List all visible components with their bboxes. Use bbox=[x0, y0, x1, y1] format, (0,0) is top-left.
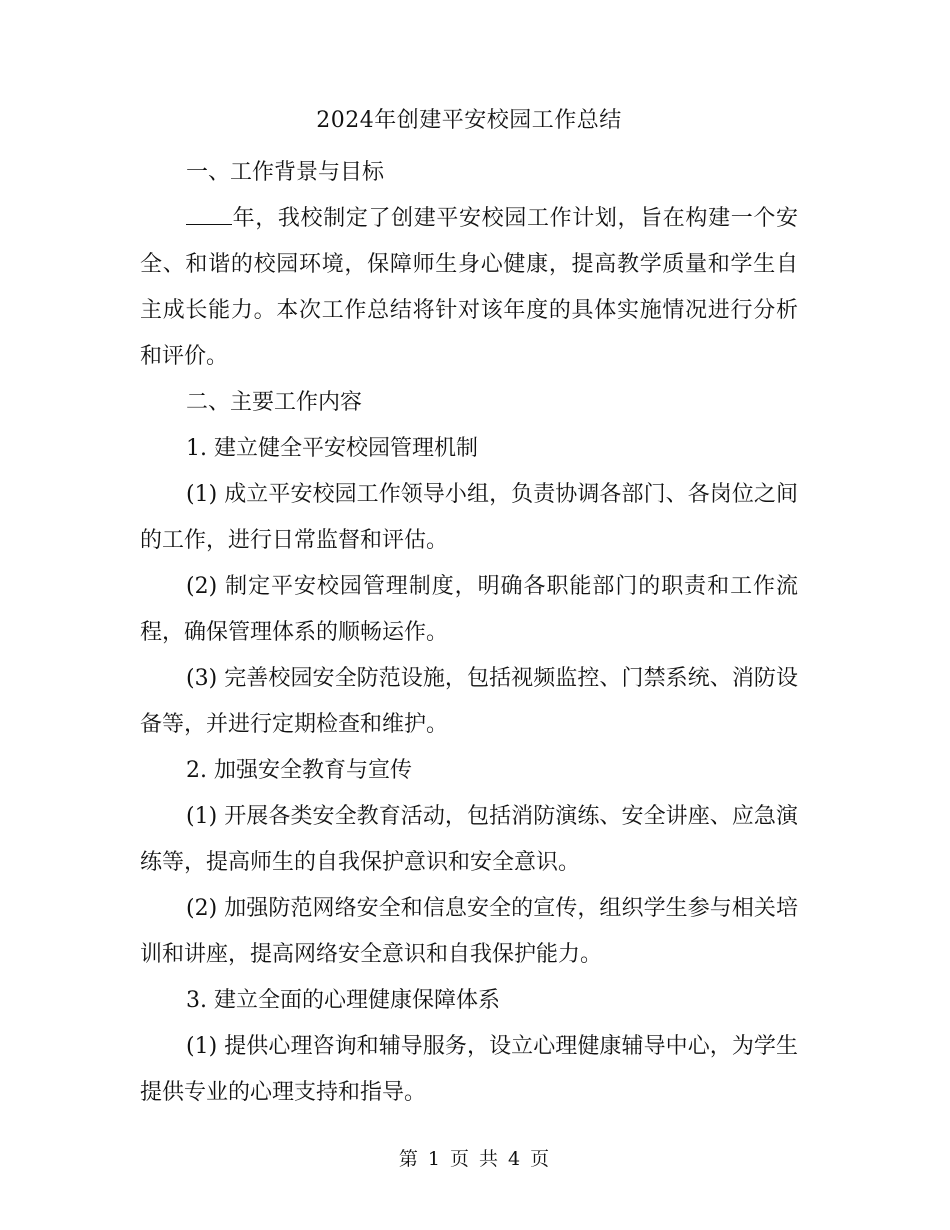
paragraph-item-1-3: (3) 完善校园安全防范设施，包括视频监控、门禁系统、消防设备等，并进行定期检查和维护。 bbox=[140, 666, 798, 737]
section-heading-2: 二、主要工作内容 bbox=[186, 390, 363, 415]
document-title: 2024年创建平安校园工作总结 bbox=[316, 108, 622, 133]
subheading-1: 1. 建立健全平安校园管理机制 bbox=[186, 436, 478, 461]
subheading-3: 3. 建立全面的心理健康保障体系 bbox=[186, 988, 500, 1013]
year-blank-underline bbox=[186, 206, 232, 225]
subheading-2: 2. 加强安全教育与宣传 bbox=[186, 758, 412, 783]
paragraph-item-3-1: (1) 提供心理咨询和辅导服务，设立心理健康辅导中心，为学生提供专业的心理支持和指导。 bbox=[140, 1034, 798, 1105]
page-footer: 第 1 页 共 4 页 bbox=[398, 1148, 552, 1170]
paragraph-item-1-2: (2) 制定平安校园管理制度，明确各职能部门的职责和工作流程，确保管理体系的顺畅运作。 bbox=[140, 574, 798, 645]
paragraph-background bbox=[140, 196, 798, 380]
paragraph-background-text: 年，我校制定了创建平安校园工作计划，旨在构建一个安全、和谐的校园环境，保障师生身心健康，提高教学质量和学生自主成长能力。本次工作总结将针对该年度的具体实施情况进行分析和评价。 bbox=[140, 206, 798, 369]
paragraph-item-2-2: (2) 加强防范网络安全和信息安全的宣传，组织学生参与相关培训和讲座，提高网络安全意识和自我保护能力。 bbox=[140, 896, 798, 967]
section-heading-1: 一、工作背景与目标 bbox=[186, 160, 385, 185]
paragraph-item-1-1: (1) 成立平安校园工作领导小组，负责协调各部门、各岗位之间的工作，进行日常监督和评估。 bbox=[140, 482, 798, 553]
document-body bbox=[140, 104, 798, 1116]
paragraph-item-2-1: (1) 开展各类安全教育活动，包括消防演练、安全讲座、应急演练等，提高师生的自我保护意识和安全意识。 bbox=[140, 804, 798, 875]
